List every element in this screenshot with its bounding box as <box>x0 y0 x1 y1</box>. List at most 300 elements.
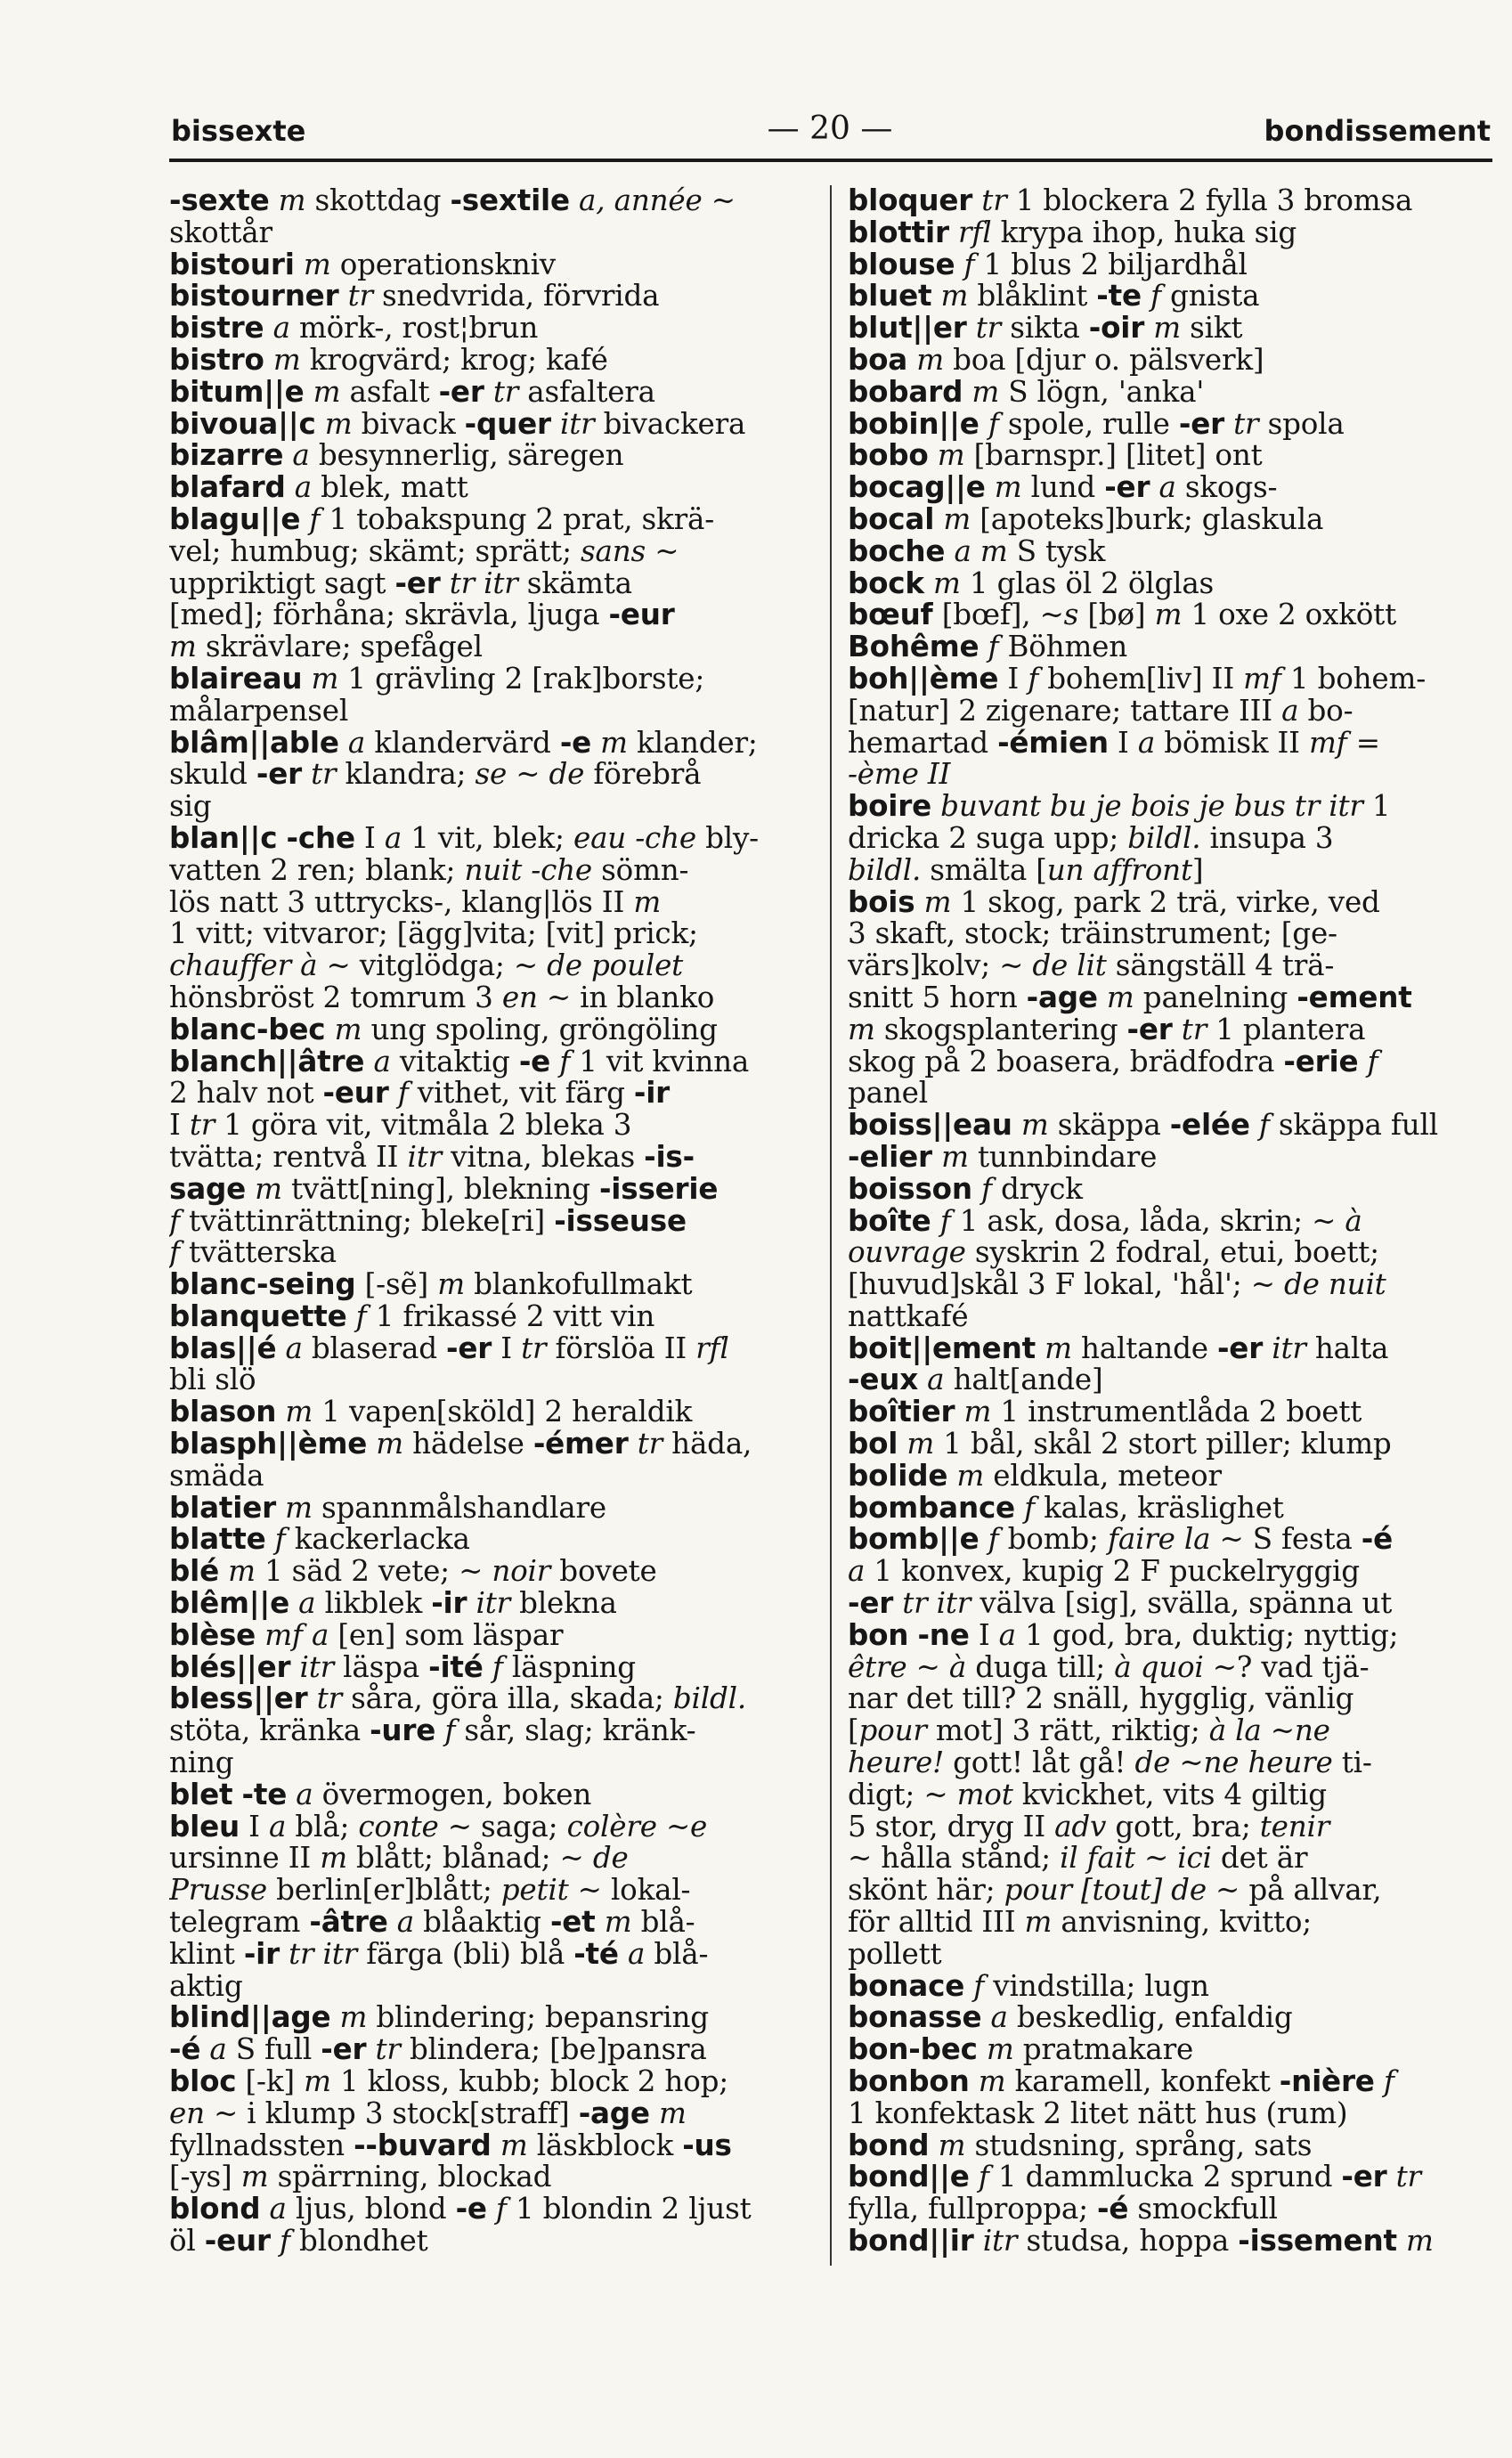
headword: -é <box>1361 1522 1393 1557</box>
definition-text: ung spoling, gröngöling <box>370 1012 718 1046</box>
entry-line <box>169 982 812 1014</box>
definition-text: blått; blånad; ~ <box>346 1841 593 1876</box>
grammar-label: m <box>367 1427 413 1461</box>
definition-text: lund <box>1030 470 1105 505</box>
definition-text: 1 vitt; vitvaror; [ägg]vita; [vit] prick; <box>169 916 698 951</box>
grammar-label: eau -che <box>573 820 696 855</box>
headword: bon-bec <box>848 2032 978 2067</box>
headword: -che <box>286 820 355 855</box>
grammar-label: adv <box>1054 1809 1107 1844</box>
entry-line <box>169 1936 812 1971</box>
headword: -é <box>169 2032 201 2067</box>
grammar-label: m <box>963 374 1009 409</box>
entry-line <box>169 1458 812 1493</box>
entry-line <box>169 472 812 504</box>
entry-line <box>169 918 812 950</box>
grammar-label: a <box>338 725 375 760</box>
grammar-label: tr <box>966 311 1011 346</box>
entry-line <box>169 2034 812 2066</box>
definition-text: S lögn, 'anka' <box>1008 374 1205 409</box>
headword: bonasse <box>848 2000 982 2035</box>
entry-line <box>169 1014 812 1046</box>
headword: blet <box>169 1777 233 1811</box>
entry-line <box>169 599 812 631</box>
definition-text: [-ys] <box>169 2160 241 2194</box>
grammar-label: a <box>1137 725 1156 760</box>
definition-text: pollett <box>848 1936 942 1971</box>
definition-text: I <box>1108 725 1138 760</box>
grammar-label: m <box>304 2064 340 2099</box>
headword: -isseuse <box>554 1203 687 1238</box>
definition-text: krogvärd; krog; kafé <box>309 342 608 377</box>
definition-text: 1 bål, skål 2 stort piller; klump <box>943 1427 1392 1461</box>
grammar-label: m <box>294 247 340 281</box>
headword: -ir <box>243 1936 280 1971</box>
headword: blason <box>169 1395 277 1429</box>
grammar-label: se <box>475 757 508 792</box>
definition-text: fylla, fullproppa; <box>848 2192 1098 2226</box>
headword: -eur <box>204 2224 271 2258</box>
definition-text: blekna <box>519 1586 617 1621</box>
definition-text: studsa, hoppa <box>1026 2224 1239 2258</box>
grammar-label: mf = <box>1308 725 1380 760</box>
entry-line <box>169 501 812 536</box>
grammar-label: m <box>240 2160 278 2194</box>
definition-text: I <box>998 661 1028 696</box>
definition-text: 1 göra vit, vitmåla 2 bleka 3 <box>215 1108 632 1143</box>
grammar-label: noir <box>492 1554 551 1589</box>
entry-line <box>848 1649 1491 1684</box>
definition-text: skrävlare; spefågel <box>205 630 483 664</box>
grammar-label: un affront <box>1046 852 1192 887</box>
headword: blés||er <box>169 1649 291 1684</box>
definition-text: blankofullmakt <box>474 1267 693 1302</box>
entry-line <box>169 1364 812 1396</box>
definition-text: smockfull <box>1128 2192 1278 2226</box>
headword: -quer <box>464 406 551 441</box>
grammar-label: tr itr <box>440 566 527 600</box>
headword: bloquer <box>848 185 973 217</box>
definition-text: sängställ 4 trä- <box>1106 948 1335 983</box>
entry-line <box>848 217 1491 249</box>
grammar-label: m <box>1154 598 1191 632</box>
grammar-label: m <box>246 1171 292 1206</box>
entry-line <box>848 1203 1491 1238</box>
headword: boîtier <box>848 1395 955 1429</box>
definition-text: 1 grävling 2 [rak]borste; <box>347 661 705 696</box>
entry-line <box>848 1139 1491 1174</box>
grammar-label: tr <box>1386 2160 1421 2194</box>
headword: boit||ement <box>848 1331 1036 1365</box>
grammar-label: tr <box>366 2032 410 2067</box>
grammar-label: m <box>315 406 362 441</box>
entry-line <box>169 1843 812 1875</box>
header-rule <box>169 159 1492 162</box>
definition-text: sikt <box>1190 311 1243 346</box>
entry-line <box>169 852 812 887</box>
definition-text: 1 frikassé 2 vitt vin <box>375 1298 655 1333</box>
definition-text: pratmakare <box>1022 2032 1194 2067</box>
definition-text: [apoteks]burk; glaskula <box>980 501 1324 536</box>
grammar-label: f <box>979 630 1008 664</box>
grammar-label: à <box>1345 1203 1362 1238</box>
grammar-label: petit <box>500 1873 569 1908</box>
headword: -age <box>578 2096 650 2130</box>
definition-text: [natur] 2 zigenare; tattare III <box>848 693 1282 728</box>
grammar-label: m <box>931 279 978 313</box>
grammar-label: tr <box>301 757 345 792</box>
headword: blas||é <box>169 1331 277 1365</box>
entry-line <box>169 1683 812 1715</box>
definition-text: tunnbindare <box>977 1139 1158 1174</box>
entry-line <box>169 249 812 281</box>
entry-line <box>848 1333 1491 1365</box>
definition-text: spole, rulle <box>1007 406 1179 441</box>
definition-text: berlin[er]blått; <box>267 1873 501 1908</box>
grammar-label: m <box>929 2128 975 2162</box>
grammar-label: m <box>934 501 980 536</box>
entry-line <box>169 185 812 217</box>
page-number: — 20 — <box>767 110 893 147</box>
definition-text: tvättinrättning; bleke[ri] <box>189 1203 555 1238</box>
definition-text: skämta <box>526 566 632 600</box>
grammar-label: m <box>330 2000 377 2035</box>
definition-text: 5 stor, dryg II <box>848 1809 1055 1844</box>
headword: -er <box>848 1586 894 1621</box>
entry-line <box>848 1907 1491 1939</box>
grammar-label: chauffer à <box>169 948 318 983</box>
grammar-label: à quoi <box>1114 1649 1204 1684</box>
grammar-label: f <box>931 1203 960 1238</box>
definition-text: dryck <box>1001 1171 1083 1206</box>
entry-line <box>848 1171 1491 1206</box>
definition-text <box>277 821 286 855</box>
grammar-label: bildl. <box>672 1681 746 1716</box>
definition-text: insupa 3 <box>1200 820 1334 855</box>
entry-line <box>848 1046 1491 1078</box>
headword: bobo <box>848 438 929 473</box>
headword: bon <box>848 1617 909 1652</box>
definition-text: 1 <box>1371 789 1391 824</box>
grammar-label: de <box>592 1841 629 1876</box>
definition-text: ] <box>1191 852 1204 887</box>
entry-line <box>848 599 1491 631</box>
grammar-label: de nuit <box>1283 1267 1386 1302</box>
headword: -age <box>1026 980 1098 1014</box>
grammar-label: a <box>287 1777 322 1811</box>
definition-text: Böhmen <box>1007 630 1128 664</box>
definition-text: vithet, vit färg <box>417 1076 634 1111</box>
grammar-label: a <box>981 2000 1017 2035</box>
headword: -ité <box>428 1649 484 1684</box>
entry-line <box>848 1588 1491 1620</box>
headword: -ir <box>633 1076 671 1111</box>
headword: bistre <box>169 311 264 346</box>
headword: bœuf <box>848 598 933 632</box>
grammar-label: heure! <box>848 1746 944 1780</box>
entry-line <box>848 693 1491 728</box>
headword: bleu <box>169 1809 240 1844</box>
headword: -e <box>455 2192 487 2226</box>
definition-text: kackerlacka <box>294 1522 470 1557</box>
entry-line <box>848 884 1491 919</box>
right-running-headword: bondissement <box>1264 114 1491 148</box>
grammar-label: tr <box>1172 1012 1216 1046</box>
definition-text: kvickhet, vits 4 giltig <box>1012 1777 1327 1811</box>
definition-text: hädelse <box>412 1427 533 1461</box>
definition-text: klandervärd <box>374 725 560 760</box>
headword: boiss||eau <box>848 1108 1012 1143</box>
grammar-label: tr <box>307 1681 352 1716</box>
definition-text: vel; humbug; skämt; sprätt; <box>169 533 581 568</box>
entry-line <box>169 1524 812 1556</box>
definition-text: tvätterska <box>189 1235 337 1270</box>
definition-text: [bø] <box>1078 598 1155 632</box>
headword: bonbon <box>848 2064 970 2099</box>
definition-text: förslöa II <box>555 1331 696 1365</box>
definition-text: lös natt 3 uttrycks-, klang|lös II <box>169 884 634 919</box>
grammar-label: bildl. <box>1127 820 1201 855</box>
headword: -er <box>321 2032 367 2067</box>
headword: bloc <box>169 2064 237 2099</box>
definition-text: 1 skog, park 2 trä, virke, ved <box>960 884 1380 919</box>
headword: blind||age <box>169 2000 331 2035</box>
headword: blouse <box>848 247 955 281</box>
definition-text: läspning <box>511 1649 636 1684</box>
grammar-label: mf <box>1243 661 1290 696</box>
definition-text: snedvrida, förvrida <box>382 279 660 313</box>
entry-line <box>169 2193 812 2226</box>
headword: bonace <box>848 1968 965 2003</box>
grammar-label: f <box>971 1171 1001 1206</box>
definition-text: duga till; <box>966 1649 1115 1684</box>
entry-line <box>848 1617 1491 1652</box>
definition-text: dricka 2 suga upp; <box>848 820 1128 855</box>
headword: blan||c <box>169 820 278 855</box>
grammar-label: f <box>435 1713 465 1748</box>
definition-text: häda, <box>671 1427 752 1461</box>
entry-line <box>848 472 1491 504</box>
definition-text: läspa <box>343 1649 429 1684</box>
definition-text: uppriktigt sagt <box>169 566 395 600</box>
definition-text: 1 vapen[sköld] 2 heraldik <box>321 1395 693 1429</box>
definition-text: blindering; bepansring <box>376 2000 709 2035</box>
definition-text: stöta, kränka <box>169 1713 370 1748</box>
grammar-label: f <box>1028 661 1048 696</box>
headword: -âtre <box>309 1905 388 1940</box>
grammar-label: m <box>325 1012 371 1046</box>
headword: bocag||e <box>848 470 986 505</box>
definition-text: telegram <box>169 1905 310 1940</box>
entry-line <box>169 1747 812 1779</box>
headword: -er <box>1126 1012 1173 1046</box>
grammar-label: Prusse <box>169 1873 267 1908</box>
entry-line <box>848 1968 1491 2003</box>
grammar-label: tr <box>1223 406 1268 441</box>
grammar-label: itr <box>290 1649 344 1684</box>
entry-line <box>169 1298 812 1333</box>
grammar-label: f <box>300 501 329 536</box>
definition-text: blå; <box>286 1809 359 1844</box>
entry-line <box>848 1458 1491 1493</box>
grammar-label: m <box>1396 2224 1434 2258</box>
headword: blut||er <box>848 311 967 346</box>
definition-text: blå- <box>654 1936 709 1971</box>
definition-text: ~ <box>906 1649 949 1684</box>
definition-text: [en] som läspar <box>337 1617 564 1652</box>
grammar-label: ~s <box>1039 598 1079 632</box>
grammar-label: m <box>1144 311 1191 346</box>
definition-text: vatten 2 ren; blank; <box>169 852 465 887</box>
definition-text: blåklint <box>977 279 1097 313</box>
headword: -é <box>1097 2192 1129 2226</box>
grammar-label: m <box>1012 1108 1058 1143</box>
definition-text: sig <box>169 789 212 824</box>
headword: bistouri <box>169 247 295 281</box>
entry-line <box>169 1588 812 1620</box>
grammar-label: tr <box>521 1331 556 1365</box>
definition-text: blondhet <box>299 2224 428 2258</box>
grammar-label: f <box>388 1076 418 1111</box>
entry-line <box>169 440 812 472</box>
entry-line <box>169 1203 812 1238</box>
grammar-label: f <box>1374 2064 1394 2099</box>
entry-line <box>169 2130 812 2162</box>
headword: -ir <box>431 1586 467 1621</box>
grammar-label: a m <box>945 533 1017 568</box>
entry-line <box>848 374 1491 409</box>
definition-text: ~ i klump 3 stock[straff] <box>204 2096 579 2130</box>
grammar-label: m <box>595 1905 641 1940</box>
definition-text: 3 skaft, stock; träinstrument; [ge- <box>848 916 1337 951</box>
entry-line <box>169 1046 812 1078</box>
definition-text: förebrå <box>584 757 702 792</box>
definition-text: 1 vit, blek; <box>402 820 573 855</box>
definition-text: spärrning, blockad <box>277 2160 552 2194</box>
grammar-label: a <box>289 1586 325 1621</box>
grammar-label: a <box>848 1554 874 1589</box>
definition-text: 1 dammlucka 2 sprund <box>997 2160 1342 2194</box>
entry-line <box>169 1490 812 1525</box>
definition-text: I <box>239 1809 269 1844</box>
grammar-label: m <box>304 374 350 409</box>
entry-line <box>848 342 1491 377</box>
definition-text: ~ in blanko <box>537 980 715 1014</box>
definition-text: 1 kloss, kubb; block 2 hop; <box>339 2064 729 2099</box>
definition-text: målarpensel <box>169 693 349 728</box>
grammar-label: f <box>265 1522 295 1557</box>
grammar-label: tr <box>338 279 383 313</box>
definition-text: skottdag <box>314 185 451 217</box>
headword: bock <box>848 566 924 600</box>
headword: -oir <box>1088 311 1145 346</box>
grammar-label: m <box>269 185 315 217</box>
grammar-label: a <box>268 1809 287 1844</box>
grammar-label: f <box>346 1298 376 1333</box>
grammar-label: m <box>218 1554 264 1589</box>
grammar-label: f <box>979 406 1008 441</box>
grammar-label: m <box>947 1458 994 1493</box>
headword: -eur <box>608 598 675 632</box>
grammar-label: m <box>591 725 638 760</box>
headword: -is- <box>644 1139 695 1174</box>
entry-line <box>848 1936 1491 1971</box>
entry-line <box>848 568 1491 600</box>
entry-line <box>169 2002 812 2034</box>
headword: blond <box>169 2192 261 2226</box>
headword: blanch||âtre <box>169 1044 365 1078</box>
headword: bobin||e <box>848 406 980 441</box>
definition-text: 1 instrumentlåda 2 boett <box>1000 1395 1362 1429</box>
definition-text: skönt här; <box>848 1873 1004 1908</box>
definition-text: asfaltera <box>527 374 655 409</box>
grammar-label: f <box>169 1203 190 1238</box>
entry-line <box>848 1110 1491 1142</box>
grammar-label: il fait <box>1060 1841 1135 1876</box>
grammar-label: de ~ne heure <box>1134 1746 1333 1780</box>
headword: blâm||able <box>169 725 339 760</box>
headword: boche <box>848 533 946 568</box>
definition-text: vindstilla; lugn <box>993 1968 1209 2003</box>
definition-text: bomb; <box>1007 1522 1108 1557</box>
headword: bistro <box>169 342 264 377</box>
definition-text <box>908 1618 917 1652</box>
entry-line <box>848 1779 1491 1811</box>
entry-line <box>848 1298 1491 1333</box>
grammar-label: m <box>1097 980 1143 1014</box>
page-header <box>169 109 1491 151</box>
definition-text: blindera; [be]pansra <box>409 2032 707 2067</box>
headword: bois <box>848 884 915 919</box>
entry-line <box>848 440 1491 472</box>
entry-line <box>848 631 1491 663</box>
definition-text: skäppa full <box>1278 1108 1438 1143</box>
headword: boa <box>848 342 908 377</box>
headword: bistourner <box>169 279 339 313</box>
entry-line <box>848 852 1491 887</box>
entry-line <box>848 725 1491 760</box>
grammar-label: itr <box>467 1586 520 1621</box>
entry-line <box>848 1556 1491 1588</box>
definition-text: asfalt <box>349 374 439 409</box>
definition-text: anvisning, kvitto; <box>1052 1905 1313 1940</box>
definition-text: öl <box>169 2224 205 2258</box>
headword: -e <box>518 1044 551 1078</box>
entry-line <box>169 1617 812 1652</box>
definition-text: I <box>354 820 385 855</box>
entry-line <box>848 1811 1491 1844</box>
entry-line <box>848 2193 1491 2226</box>
headword: -te <box>241 1777 288 1811</box>
definition-text: skogs- <box>1184 470 1278 505</box>
headword: -te <box>1096 279 1142 313</box>
definition-text: [huvud]skål 3 F lokal, 'hål'; ~ <box>848 1267 1284 1302</box>
definition-text: I <box>169 1108 190 1143</box>
headword: bivoua||c <box>169 406 316 441</box>
entry-line <box>169 374 812 409</box>
entry-line <box>169 1968 812 2003</box>
grammar-label: colère ~e <box>566 1809 708 1844</box>
entry-line <box>848 820 1491 855</box>
grammar-label: m <box>955 1395 1001 1429</box>
definition-text: ning <box>169 1746 234 1780</box>
headword: bond||e <box>848 2160 970 2194</box>
headword: Bohême <box>848 630 980 664</box>
entry-line <box>848 1875 1491 1907</box>
entry-line <box>848 2098 1491 2130</box>
entry-line <box>848 249 1491 281</box>
grammar-label: a <box>387 1905 424 1940</box>
